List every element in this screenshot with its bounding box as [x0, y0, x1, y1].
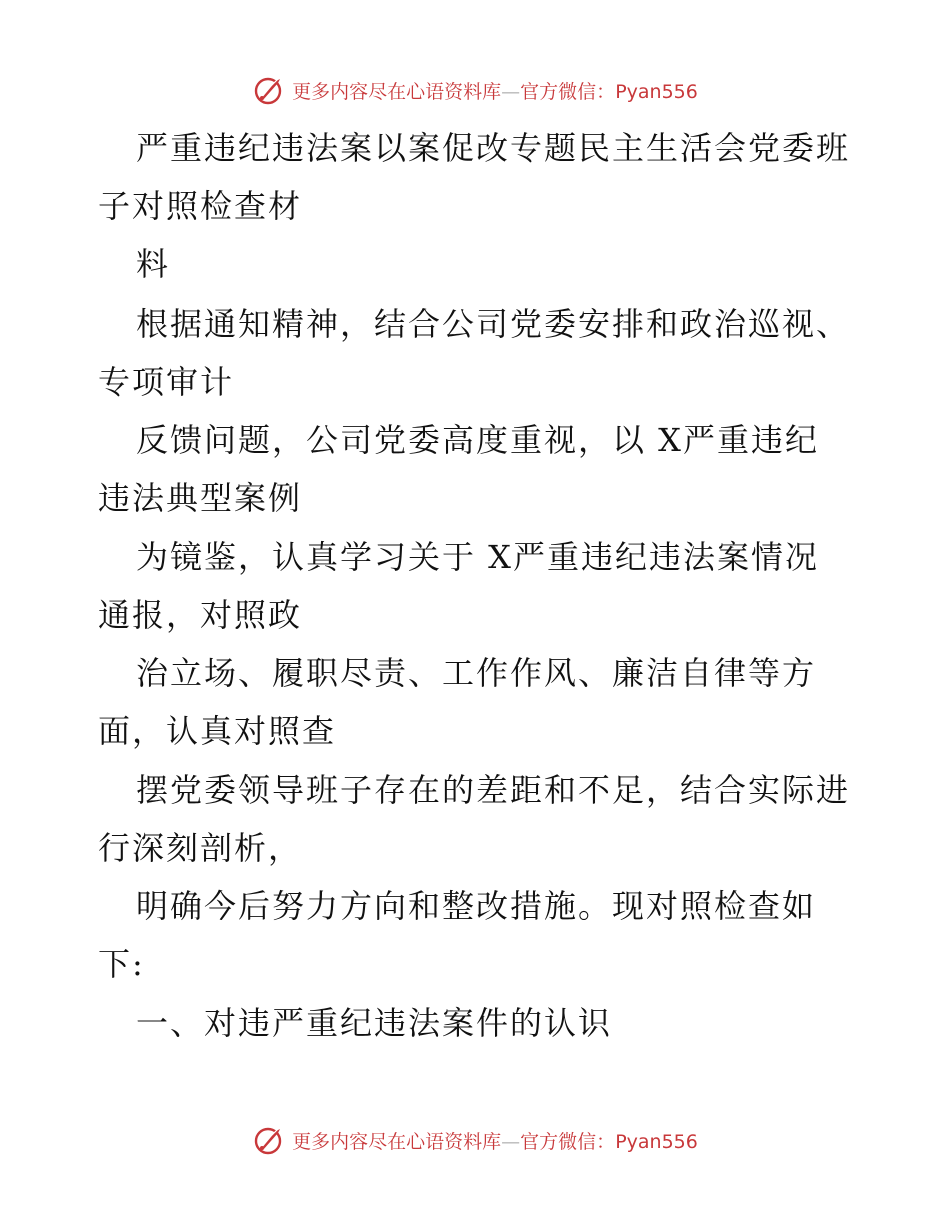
paragraph-line: 治立场、履职尽责、工作作风、廉洁自律等方	[136, 654, 817, 692]
paragraph-line: 行深刻剖析，	[98, 829, 303, 867]
paragraph-line: 下:	[98, 945, 145, 983]
watermark-official-text: 官方微信：	[520, 1130, 616, 1153]
watermark-dash: —	[501, 1130, 521, 1153]
watermark-official-text: 官方微信：	[520, 80, 616, 103]
paragraph-line: 通报，对照政	[98, 596, 303, 634]
footer-watermark	[0, 1122, 950, 1158]
watermark-main-text: 更多内容尽在心语资料库	[292, 1130, 502, 1153]
paragraph-line: 面，认真对照查	[98, 712, 337, 750]
paragraph-line: 明确今后努力方向和整改措施。现对照检查如	[136, 887, 817, 925]
paragraph-line: 摆党委领导班子存在的差距和不足，结合实际进	[136, 771, 851, 809]
title-line-1: 严重违纪违法案以案促改专题民主生活会党委班	[136, 129, 851, 167]
title-line-3: 料	[136, 245, 171, 283]
watermark-text	[292, 77, 698, 104]
watermark-text	[292, 1127, 698, 1154]
section-heading: 一、对违严重纪违法案件的认识	[136, 1004, 613, 1042]
watermark-id: Pyan556	[615, 80, 698, 103]
paragraph-line: 反馈问题，公司党委高度重视，以 X严重违纪	[136, 421, 819, 459]
title-line-2: 子对照检查材	[98, 187, 303, 225]
watermark-main-text: 更多内容尽在心语资料库	[292, 80, 502, 103]
quill-pen-logo-icon	[252, 73, 286, 107]
paragraph-line: 根据通知精神，结合公司党委安排和政治巡视、	[136, 305, 851, 343]
watermark-dash: —	[501, 80, 521, 103]
quill-pen-logo-icon	[252, 1123, 286, 1157]
header-watermark	[0, 72, 950, 108]
watermark-id: Pyan556	[615, 1130, 698, 1153]
paragraph-line: 为镜鉴，认真学习关于 X严重违纪违法案情况	[136, 538, 819, 576]
paragraph-line: 违法典型案例	[98, 479, 303, 517]
paragraph-line: 专项审计	[98, 363, 235, 401]
